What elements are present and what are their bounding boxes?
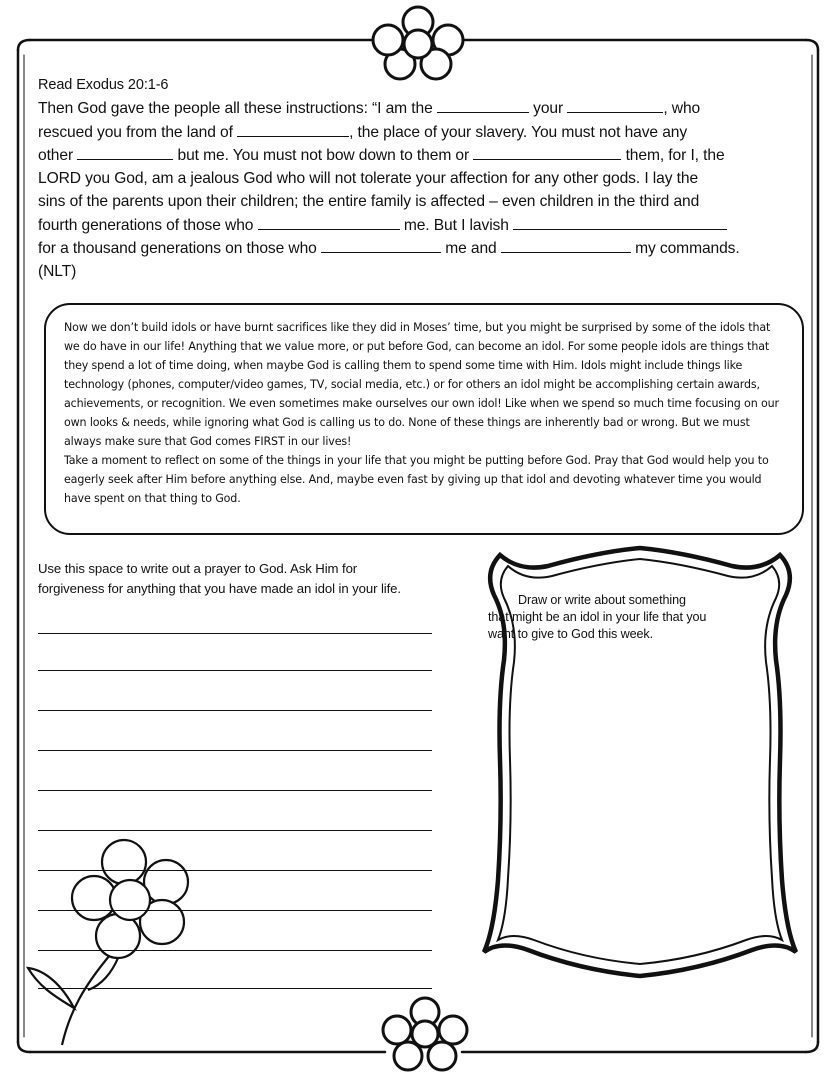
fill-blank[interactable] bbox=[501, 238, 631, 253]
fill-blank[interactable] bbox=[77, 145, 173, 160]
fill-blank[interactable] bbox=[513, 215, 727, 230]
prayer-writing-line[interactable] bbox=[38, 950, 432, 951]
passage-line-5: sins of the parents upon their children; the entire family is affected – even children in the third and bbox=[38, 193, 700, 211]
reflection-paragraph-1: Now we don’t build idols or have burnt sacrifices like they did in Moses’ time, but you might be surprised by some of the idols that we do have in our life! Anything that we value more, or put before God, can become an idol. For some people idols are things that they spend a lot of time doing, when maybe God is calling them to spend some time with Him. Idols might include things like technology (phones, computer/video games, TV, social media, etc.) or for others an idol might be accomplishing certain awards, achievements, or recognition. We even sometimes make ourselves our own idol! Like when we spend so much time focusing on our own looks & needs, while ignoring what God is calling us to do. None of these things are inherently bad or wrong. But we must always make sure that God comes FIRST in our lives! bbox=[64, 321, 779, 448]
prayer-writing-line[interactable] bbox=[38, 910, 432, 911]
fill-blank[interactable] bbox=[567, 98, 663, 113]
passage-line-4: LORD you God, am a jealous God who will not tolerate your affection for any other gods. I lay the bbox=[38, 170, 699, 188]
fill-blank[interactable] bbox=[237, 122, 349, 137]
fill-blank[interactable] bbox=[473, 145, 621, 160]
prayer-writing-line[interactable] bbox=[38, 710, 432, 711]
prayer-writing-line[interactable] bbox=[38, 988, 432, 989]
fill-blank[interactable] bbox=[437, 98, 529, 113]
prayer-writing-line[interactable] bbox=[38, 633, 432, 634]
reflection-paragraph-2: Take a moment to reflect on some of the things in your life that you might be putting before God. Pray that God would help you to eagerly seek after Him before anything else. And, maybe even fast by giving up that idol and devoting whatever time you would have spent on that thing to God. bbox=[64, 454, 769, 505]
prayer-writing-line[interactable] bbox=[38, 830, 432, 831]
drawing-box-instructions: Draw or write about something that might be an idol in your life that you want to give to God this week. bbox=[488, 593, 707, 641]
passage-line-3: other but me. You must not bow down to them or them, for I, the bbox=[38, 146, 725, 164]
scripture-passage bbox=[38, 74, 808, 284]
prayer-instructions: Use this space to write out a prayer to God. Ask Him for forgiveness for anything that you have made an idol in your life. bbox=[38, 561, 401, 596]
bottom-flower-icon bbox=[383, 998, 467, 1070]
prayer-writing-line[interactable] bbox=[38, 870, 432, 871]
fill-blank[interactable] bbox=[321, 238, 441, 253]
passage-line-7: for a thousand generations on those who me and my commands. bbox=[38, 240, 740, 258]
reflection-box bbox=[44, 303, 804, 535]
prayer-writing-line[interactable] bbox=[38, 670, 432, 671]
passage-line-6: fourth generations of those who me. But I lavish bbox=[38, 214, 808, 237]
passage-line-8: (NLT) bbox=[38, 263, 77, 281]
top-flower-icon bbox=[373, 7, 463, 79]
passage-line-1: Then God gave the people all these instructions: “I am the your , who bbox=[38, 100, 701, 118]
fill-blank[interactable] bbox=[258, 215, 400, 230]
prayer-writing-line[interactable] bbox=[38, 750, 432, 751]
scripture-reference: Read Exodus 20:1-6 bbox=[38, 77, 169, 93]
prayer-writing-line[interactable] bbox=[38, 790, 432, 791]
passage-line-2: rescued you from the land of , the place of your slavery. You must not have any bbox=[38, 123, 688, 141]
